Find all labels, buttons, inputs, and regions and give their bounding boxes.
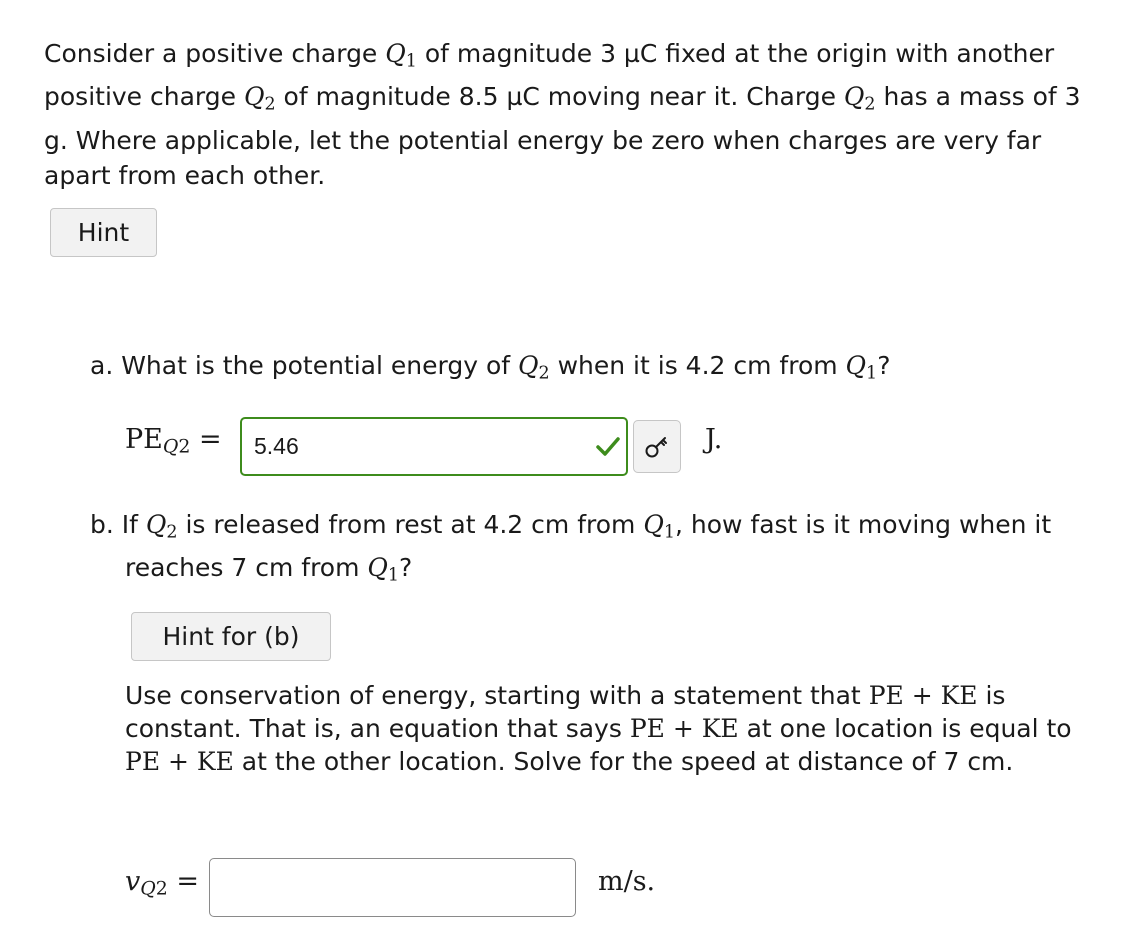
v-answer-input[interactable]: [209, 858, 576, 917]
pe-label-sub-sym: Q: [162, 435, 179, 458]
key-button[interactable]: [633, 420, 681, 473]
question-b-sym3: Q: [367, 553, 388, 583]
question-b-mid2: , how fast is it moving when it reaches 7 cm from: [125, 510, 1052, 583]
question-b: [90, 507, 1100, 594]
charge-q2-subscript-2: 2: [864, 94, 876, 115]
question-a-sym1: Q: [518, 351, 539, 380]
pe-label-sub-num: 2: [178, 435, 191, 458]
hint-b-expr-3: PE + KE: [125, 747, 234, 776]
v-label: [125, 866, 199, 900]
hint-b-text-4: at the other location. Solve for the speed at distance of 7 cm.: [233, 747, 1014, 776]
question-b-sub3: 1: [387, 565, 400, 586]
v-label-sub: [140, 878, 168, 900]
key-icon: [643, 433, 671, 461]
hint-b-content: [125, 679, 1100, 778]
question-b-prefix: b. If: [90, 510, 146, 539]
check-icon: [594, 432, 622, 460]
charge-q2-symbol-2: Q: [843, 82, 865, 112]
intro-text-3: of magnitude 8.5 µC moving near it. Charge: [275, 82, 844, 112]
v-label-sub-num: 2: [155, 877, 168, 900]
hint-b-button[interactable]: Hint for (b): [131, 612, 331, 661]
question-a: [90, 348, 1100, 391]
question-b-sym1: Q: [145, 510, 167, 539]
question-b-sub2: 1: [663, 522, 675, 543]
problem-statement: [44, 36, 1104, 193]
intro-text-2: of magnitude 3 µC fixed at the origin with another positive charge: [44, 39, 1055, 112]
pe-label: [125, 424, 222, 458]
question-b-mid1: is released from rest at 4.2 cm from: [177, 510, 644, 539]
pe-equals: =: [199, 424, 222, 455]
pe-answer-input[interactable]: [240, 417, 628, 476]
question-a-prefix: a. What is the potential energy of: [90, 351, 518, 380]
charge-q2-symbol: Q: [243, 82, 265, 112]
question-a-suffix: ?: [877, 351, 891, 380]
question-a-sub2: 1: [866, 363, 878, 384]
question-a-mid: when it is 4.2 cm from: [549, 351, 846, 380]
v-unit: m/s.: [598, 866, 656, 897]
question-a-sub1: 2: [538, 363, 550, 384]
charge-q2-subscript: 2: [264, 94, 276, 115]
intro-text-4: has a mass of 3 g. Where applicable, let the potential energy be zero when charges are very far apart from each other.: [44, 82, 1081, 190]
hint-button[interactable]: Hint: [50, 208, 157, 257]
v-equals: =: [176, 866, 200, 897]
pe-label-sub: [163, 436, 191, 458]
charge-q1-symbol: Q: [385, 39, 406, 68]
hint-b-expr-2: PE + KE: [629, 714, 739, 743]
pe-unit: J.: [705, 424, 723, 455]
charge-q1-subscript: 1: [405, 51, 417, 72]
v-label-sub-sym: Q: [140, 877, 156, 900]
pe-label-main: PE: [125, 424, 163, 455]
question-b-sym2: Q: [643, 510, 664, 539]
question-a-sym2: Q: [845, 351, 867, 380]
hint-b-expr-1: PE + KE: [868, 681, 978, 710]
hint-b-text-2: is constant. That is, an equation that says: [125, 681, 1006, 743]
hint-b-text-1: Use conservation of energy, starting with a statement that: [125, 681, 869, 710]
intro-text-1: Consider a positive charge: [44, 39, 386, 68]
v-label-main: v: [125, 866, 141, 897]
hint-b-text-3: at one location is equal to: [738, 714, 1072, 743]
question-b-sub1: 2: [166, 522, 178, 543]
question-b-suffix: ?: [399, 553, 413, 583]
